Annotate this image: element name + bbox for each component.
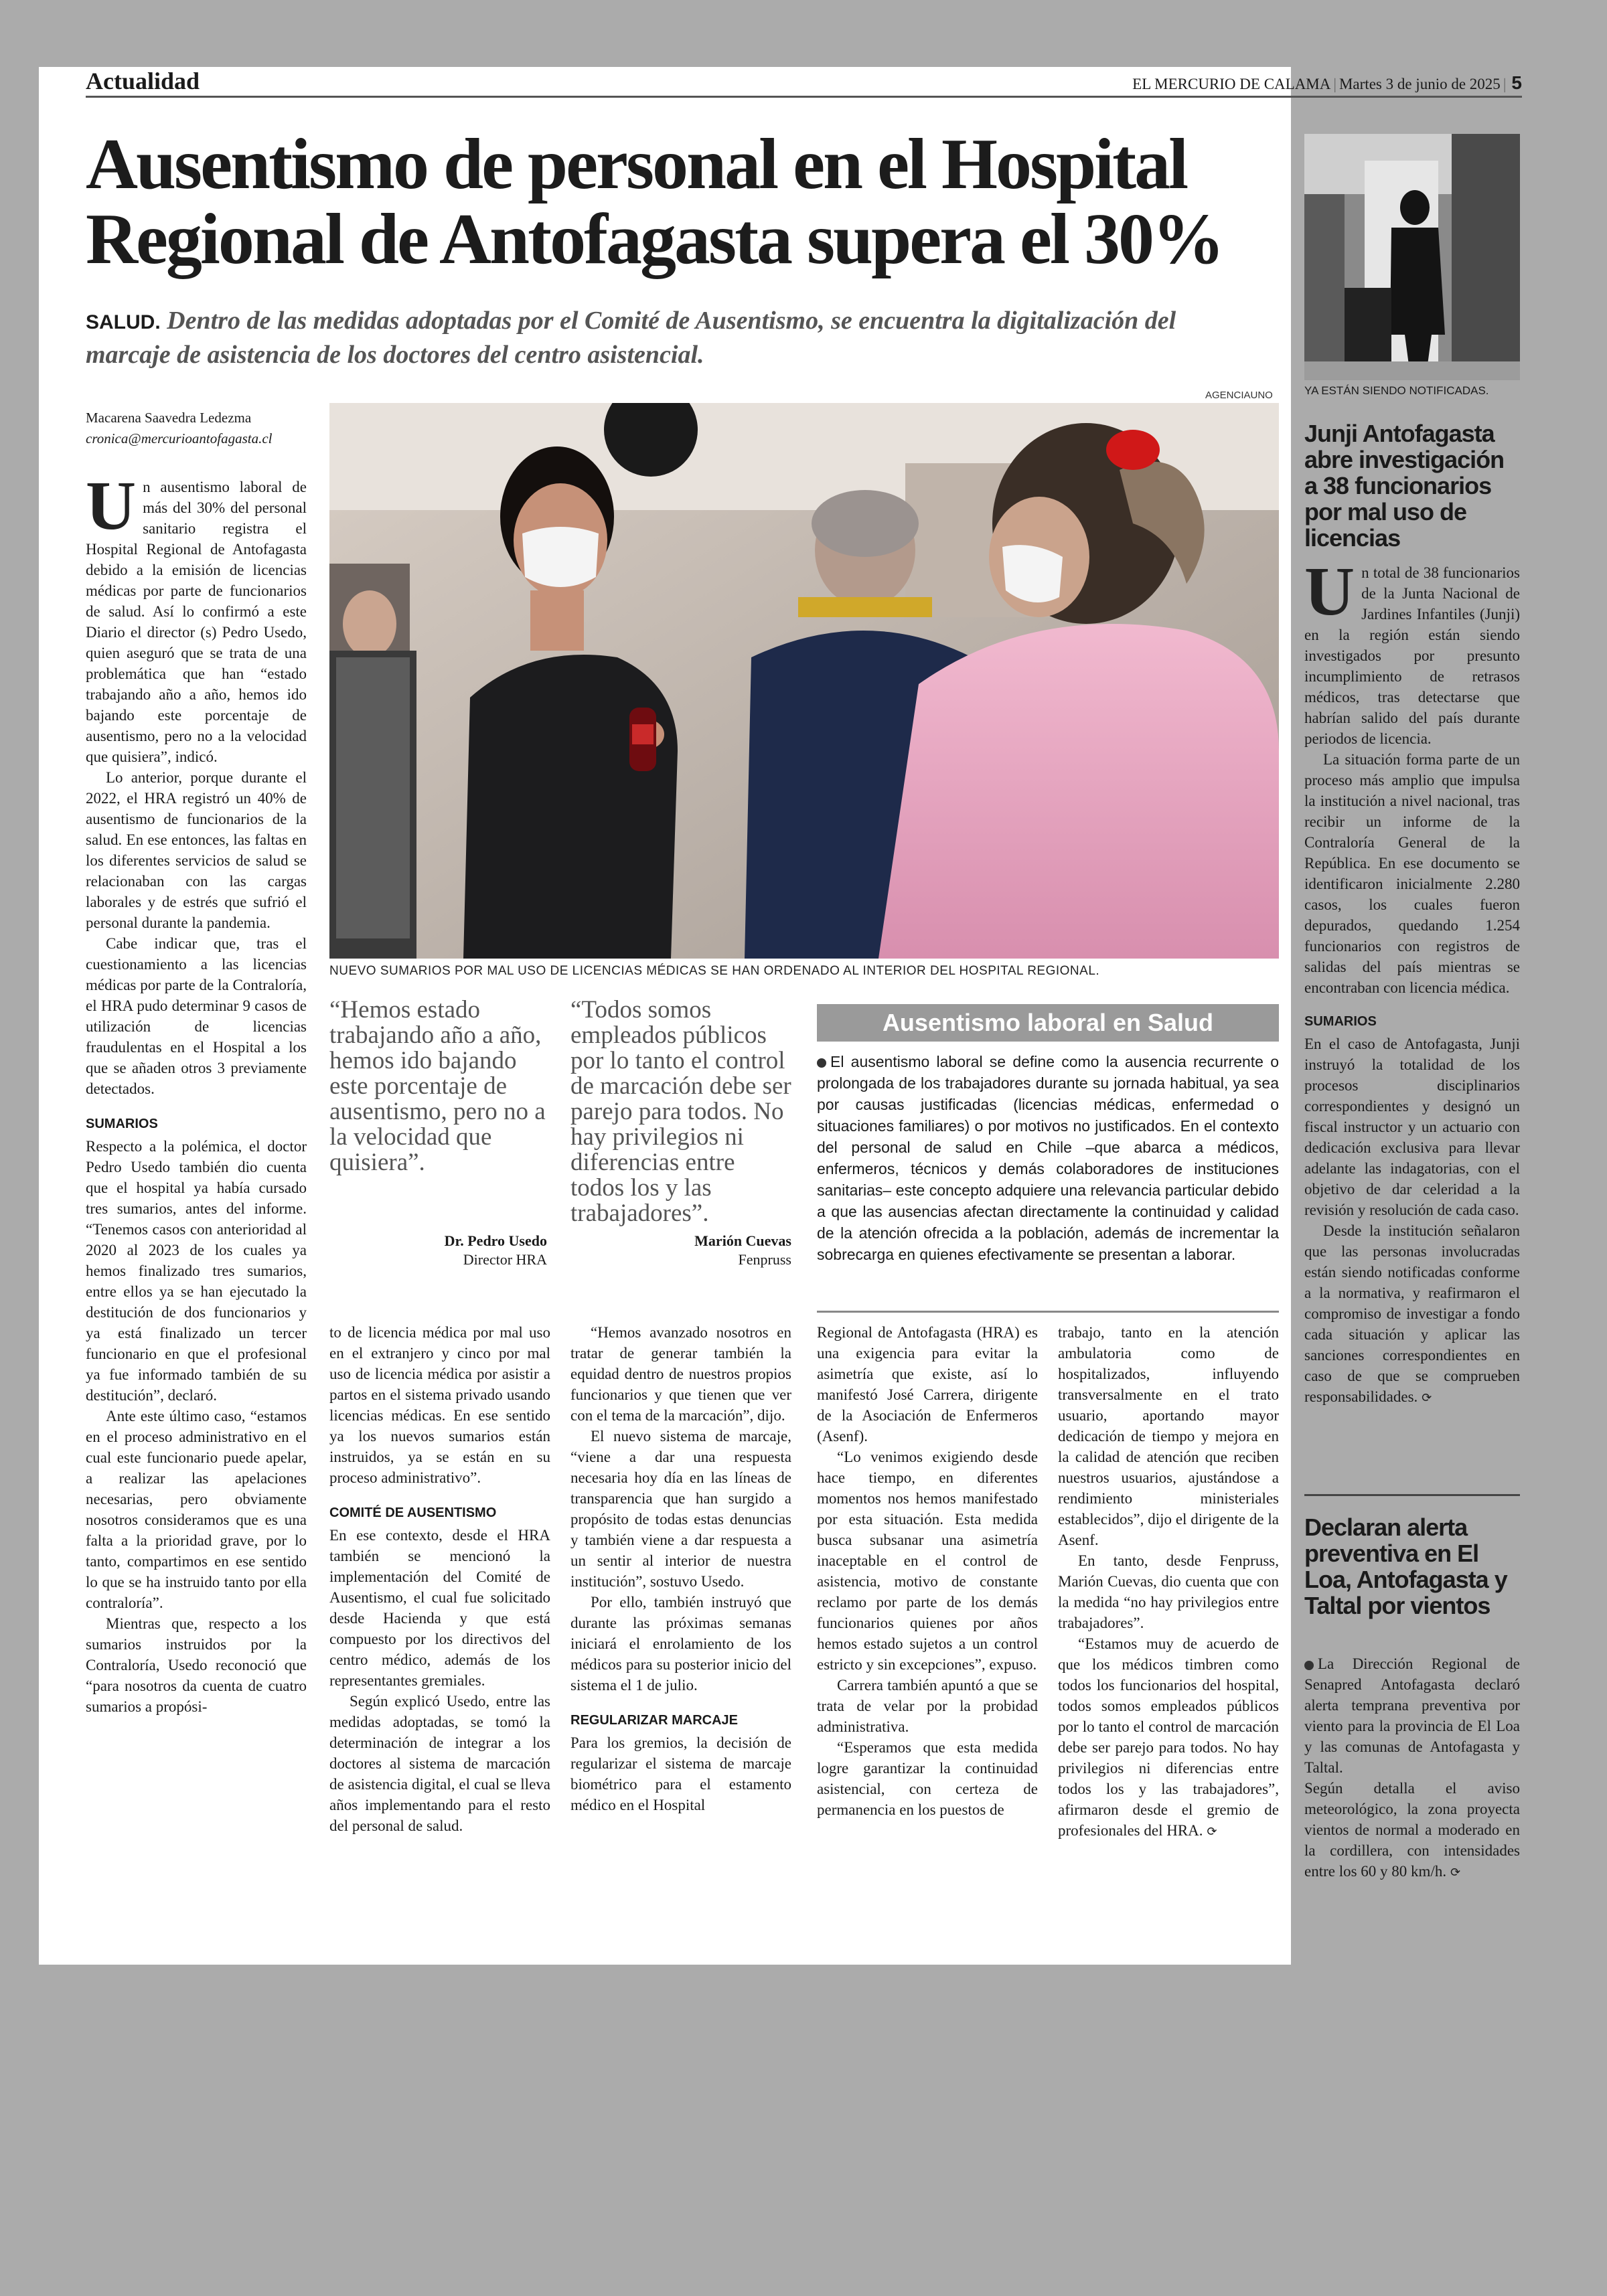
- page-number: 5: [1511, 72, 1522, 93]
- main-photo: [329, 403, 1279, 959]
- lead-text: Dentro de las medidas adoptadas por el Comité de Ausentismo, se encuentra la digitalización del marcaje de asistencia de los doctores del centro asistencial.: [86, 307, 1176, 369]
- bullet-icon: [817, 1058, 826, 1068]
- sidebar-story1-title: Junji Antofagasta abre investigación a 38 funcionarios por mal uso de licencias: [1304, 420, 1505, 552]
- quote-attribution-usedo: [329, 1232, 547, 1269]
- photo-caption: NUEVO SUMARIOS POR MAL USO DE LICENCIAS MÉDICAS SE HAN ORDENADO AL INTERIOR DEL HOSPITAL REGIONAL.: [329, 964, 1100, 978]
- article-lead: [86, 305, 1264, 371]
- paragraph: La Dirección Regional de Senapred Antofagasta declaró alerta temprana preventiva por viento para la provincia de El Loa y las comunas de Antofagasta y Taltal.: [1304, 1655, 1520, 1776]
- quote-attribution-cuevas: [570, 1232, 791, 1269]
- article-column-3: [570, 1322, 791, 1815]
- byline: [86, 410, 307, 447]
- paragraph: Para los gremios, la decisión de regularizar el sistema de marcaje biométrico para el estamento médico en el Hospital: [570, 1734, 791, 1813]
- quote-author-name: Marión Cuevas: [694, 1232, 791, 1249]
- paragraph: En tanto, desde Fenpruss, Marión Cuevas, dio cuenta que con la medida “no hay privilegios entre trabajadores”.: [1058, 1552, 1279, 1631]
- pull-quote-cuevas: “Todos somos empleados públicos por lo tanto el control de marcación debe ser parejo para todos. No hay privilegios ni diferencias entre todos los y las trabajadores”.: [570, 996, 791, 1227]
- paragraph: Un total de 38 funcionarios de la Junta Nacional de Jardines Infantiles (Junji) en la región están siendo investigados por presunto incumplimiento de retrasos médicos, tras detectarse que habrían salido del país durante periodos de licencia.: [1304, 553, 1520, 747]
- office-silhouette-photo: [1304, 134, 1520, 380]
- paragraph: En ese contexto, desde el HRA también se mencionó la implementación del Comité de Ausentismo, el cual fue solicitado desde Hacienda y que está compuesto por los directivos del centro médico, además de los representantes gremiales.: [329, 1527, 550, 1689]
- paragraph: Por ello, también instruyó que durante las próximas semanas iniciará el enrolamiento de los médicos para su posterior inicio del sistema el 1 de julio.: [570, 1594, 791, 1694]
- article-column-5: [1058, 1322, 1279, 1842]
- author-name: Macarena Saavedra Ledezma: [86, 410, 252, 426]
- end-mark-icon: ⟳: [1422, 1391, 1432, 1405]
- paragraph: “Estamos muy de acuerdo de que los médicos timbren como todos los funcionarios del hospital, todos somos empleados públicos por lo tanto el control de marcación debe ser parejo para todos. No hay privilegios ni diferencias entre todos los y las trabajadores”, afirmaron desde el gremio de profesionales del HRA. ⟳: [1058, 1635, 1279, 1839]
- paragraph: En el caso de Antofagasta, Junji instruyó la totalidad de los procesos disciplinarios correspondientes y designó un fiscal instructor y un actuario con dedicación exclusiva para llevar adelante las indagatorias, con el objetivo de dar celeridad a la revisión y resolución de cada caso.: [1304, 1036, 1520, 1218]
- sidebar-story2-body: [1304, 1653, 1520, 1883]
- paragraph: Regional de Antofagasta (HRA) es una exigencia para evitar la asimetría que existe, así lo manifestó José Carrera, dirigente de la Asociación de Enfermeros (Asenf).: [817, 1324, 1038, 1445]
- paragraph: Cabe indicar que, tras el cuestionamiento a las licencias médicas por parte de la Contraloría, el HRA pudo determinar 9 casos de utilización de licencias fraudulentas en el Hospital a los que se añaden otros 3 previamente detectados.: [86, 935, 307, 1097]
- sidebar-story1-body: [1304, 553, 1520, 1408]
- end-mark-icon: ⟳: [1207, 1825, 1217, 1839]
- subhead-sumarios: SUMARIOS: [1304, 1014, 1377, 1029]
- divider: [1304, 1494, 1520, 1496]
- paragraph: trabajo, tanto en la atención ambulatoria como de hospitalizados, influyendo transversalmente en el trato usuario, aportando mayor dedicación de tiempo y mejora en la calidad de atención que reciben nuestros usuarios, ajustándose a rendimiento ministeriales establecidos”, dijo el dirigente de la Asenf.: [1058, 1324, 1279, 1548]
- info-box-title: Ausentismo laboral en Salud: [817, 1004, 1279, 1042]
- article-column-2: [329, 1322, 550, 1836]
- subhead-regularizar: REGULARIZAR MARCAJE: [570, 1713, 738, 1728]
- sidebar-story2-title: Declaran alerta preventiva en El Loa, Antofagasta y Taltal por vientos: [1304, 1513, 1507, 1619]
- sidebar-photo: [1304, 134, 1520, 380]
- end-mark-icon: ⟳: [1450, 1866, 1461, 1880]
- paragraph: “Lo venimos exigiendo desde hace tiempo, en diferentes momentos nos hemos manifestado por esta situación. Esta medida busca subsanar una asimetría inaceptable en el control de asistencia, motivo de constante reclamo por parte de los demás funcionarios quienes por años hemos estado sujetos a un control estricto y sin excepciones”, expuso.: [817, 1449, 1038, 1673]
- paragraph: Según detalla el aviso meteorológico, la zona proyecta vientos de normal a moderado en la cordillera, con intensidades entre los 60 y 80 km/h. ⟳: [1304, 1780, 1520, 1880]
- paragraph: Según explicó Usedo, entre las medidas adoptadas, se tomó la determinación de integrar a los doctores al sistema de marcación de asistencia digital, el cual se lleva años implementando para el resto del personal de salud.: [329, 1693, 550, 1834]
- paragraph: Respecto a la polémica, el doctor Pedro Usedo también dio cuenta que el hospital ya había cursado tres sumarios, antes del informe. “Tenemos casos con anterioridad al 2020 al 2023 de los cuales ya hemos finalizado tres sumarios, entre ellos ya se han ejecutado la destitución de dos funcionarios y ya está finalizado un tercer funcionario en que el profesional ya fue informado también de su destitución”, declaró.: [86, 1138, 307, 1404]
- issue-date: Martes 3 de junio de 2025: [1338, 76, 1501, 92]
- paragraph: Un ausentismo laboral de más del 30% del personal sanitario registra el Hospital Regional de Antofagasta debido a la emisión de licencias médicas por parte de funcionarios de salud. Así lo confirmó a este Diario el director (s) Pedro Usedo, quien aseguró que se trata de una problemática que han “estado trabajando año a año, hemos ido bajando este porcentaje de ausentismo, pero no a la velocidad que quisiera”, indicó.: [86, 467, 307, 765]
- paragraph: “Hemos avanzado nosotros en tratar de generar también la equidad dentro de nuestros propios funcionarios y que tienen que ver con el tema de la marcación”, dijo.: [570, 1324, 791, 1424]
- quote-author-role: Director HRA: [463, 1251, 547, 1268]
- divider: [817, 1311, 1279, 1313]
- pull-quote-usedo: “Hemos estado trabajando año a año, hemos ido bajando este porcentaje de ausentismo, pero no a la velocidad que quisiera”.: [329, 996, 546, 1176]
- section-name: Actualidad: [86, 68, 200, 94]
- page-header: [86, 66, 1522, 98]
- photo-credit: AGENCIAUNO: [1205, 390, 1273, 401]
- drop-cap: U: [1304, 553, 1355, 630]
- drop-cap: U: [86, 467, 137, 544]
- paragraph: Carrera también apuntó a que se trata de velar por la probidad administrativa.: [817, 1677, 1038, 1735]
- subhead-sumarios: SUMARIOS: [86, 1117, 158, 1131]
- author-email: cronica@mercurioantofagasta.cl: [86, 430, 273, 446]
- article-column-1: [86, 467, 307, 1717]
- paragraph: Mientras que, respecto a los sumarios instruidos por la Contraloría, Usedo reconoció que “para nosotros da cuenta de cuatro sumarios a propósi-: [86, 1615, 307, 1715]
- hospital-staff-photo: [329, 403, 1279, 959]
- paragraph: La situación forma parte de un proceso más amplio que impulsa la institución a nivel nacional, tras recibir un informe de la Contraloría General de la República. En ese documento se identificaron inicialmente 2.280 casos, los cuales fueron depurados, quedando 1.254 funcionarios con registros de salidas del país mientras se encontraban con licencia médica.: [1304, 751, 1520, 996]
- quote-author-role: Fenpruss: [738, 1251, 791, 1268]
- paragraph: Ante este último caso, “estamos en el proceso administrativo en el cual este funcionario puede apelar, a realizar las apelaciones necesarias, pero obviamente nosotros consideramos que es una falta a la prioridad grave, por lo tanto, compartimos en ese sentido lo que se ha instruido tanto por ella contraloría”.: [86, 1408, 307, 1611]
- bullet-icon: [1304, 1661, 1314, 1670]
- subhead-comite: COMITÉ DE AUSENTISMO: [329, 1505, 497, 1520]
- lead-tag: SALUD.: [86, 311, 161, 333]
- paragraph: Desde la institución señalaron que las personas involucradas están siendo notificadas conforme a la normativa, y reafirmaron el compromiso de investigar a fondo cada situación y aplicar las sanciones correspondientes en caso de que se comprueben responsabilidades. ⟳: [1304, 1222, 1520, 1405]
- sidebar-photo-caption: YA ESTÁN SIENDO NOTIFICADAS.: [1304, 384, 1489, 397]
- info-box-text: El ausentismo laboral se define como la ausencia recurrente o prolongada de los trabajadores durante su jornada habitual, ya sea por causas justificadas (licencias médicas, enfermedad o situaciones familiares) o por motivos no justificados. En el contexto del personal de salud en Chile –que abarca a médicos, enfermeros, técnicos y demás colaboradores de instituciones sanitarias– este concepto adquiere una relevancia particular debido a que las ausencias afectan directamente la continuidad y calidad de la atención ofrecida a la población, además de incrementar la sobrecarga en quienes efectivamente se presentan a laborar.: [817, 1053, 1279, 1263]
- paragraph: El nuevo sistema de marcaje, “viene a dar una respuesta necesaria hoy día en las líneas de transparencia que han surgido a propósito de todas estas denuncias y también viene a dar respuesta a un sentir al interior de nuestra institución”, sostuvo Usedo.: [570, 1428, 791, 1590]
- article-headline: Ausentismo de personal en el Hospital Regional de Antofagasta supera el 30%: [86, 125, 1223, 279]
- article-column-4: [817, 1322, 1038, 1820]
- paragraph: “Esperamos que esta medida logre garantizar la continuidad asistencial, con certeza de permanencia en los puestos de: [817, 1739, 1038, 1818]
- page-folio: EL MERCURIO DE CALAMA | Martes 3 de junio de 2025 | 5: [1132, 72, 1522, 93]
- paragraph: Lo anterior, porque durante el 2022, el HRA registró un 40% de ausentismo de funcionarios de la salud. En ese entonces, las faltas en los diferentes servicios de salud se relacionaban con las cargas laborales y de estrés que sufrió el personal durante la pandemia.: [86, 769, 307, 931]
- newspaper-name: EL MERCURIO DE CALAMA: [1132, 76, 1331, 92]
- paragraph: to de licencia médica por mal uso en el extranjero y cinco por mal uso de licencia médica por asistir a partos en el sistema privado usando licencias médicas. En ese sentido ya los nuevos sumarios están instruidos, ya se están en su proceso administrativo”.: [329, 1324, 550, 1486]
- quote-author-name: Dr. Pedro Usedo: [444, 1232, 547, 1249]
